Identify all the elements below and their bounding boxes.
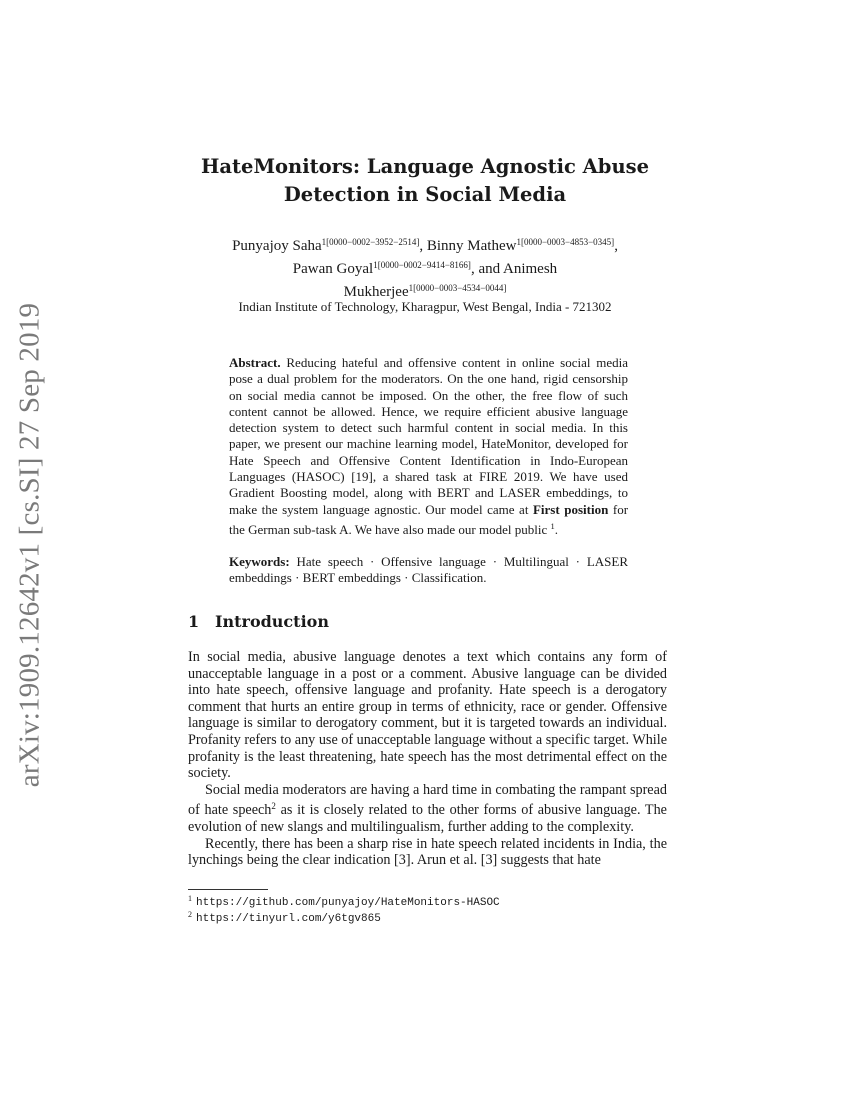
abstract-text: Reducing hateful and offensive content in online social media pose a dual problem for the moderators. On the one hand, rigid censorship on social media cannot be imposed. On the other, the free flow of such content cannot be allowed. Hence, we require efficient abusive language detection system to detect such harmful content in social media. In this paper, we present our machine learning model, HateMonitor, developed for Hate Speech and Offensive Content Identification in Indo-European Languages (HASOC) [19], a shared task at FIRE 2019. We have used Gradient Boosting model, along with BERT and LASER embeddings, to make the system language agnostic. Our model came at <box>229 355 628 517</box>
section-title: Introduction <box>215 612 329 631</box>
abstract-end: . <box>554 521 558 537</box>
arxiv-identifier: arXiv:1909.12642v1 [cs.SI] 27 Sep 2019 <box>13 302 46 788</box>
title-line-1: HateMonitors: Language Agnostic Abuse <box>200 155 650 178</box>
author-name: Pawan Goyal <box>292 261 374 277</box>
body-text <box>188 649 667 869</box>
paragraph: Recently, there has been a sharp rise in hate speech related incidents in India, the lynchings being the clear indication [3]. Arun et al. [3] suggests that hate <box>188 835 667 869</box>
author-orcid: 1[0000−0003−4853−0345] <box>516 237 615 247</box>
section-number: 1 <box>188 612 200 631</box>
author-name: Mukherjee <box>343 284 409 300</box>
section-heading <box>188 612 329 631</box>
footnote-mark: 2 <box>188 910 192 919</box>
author-list <box>150 233 700 302</box>
author-line-1: Punyajoy Saha$^{1[0000-0002-3952-2514]}$, Binny Mathew$^{1[0000-0003-4853-0345]}$, <box>232 237 618 254</box>
abstract-bold-phrase: First position <box>532 501 609 517</box>
paragraph-text: Social media moderators are having a hard time in combating the rampant spread of hate speech <box>188 781 667 819</box>
footnote-link[interactable]: https://tinyurl.com/y6tgv865 <box>196 913 381 925</box>
author-name: Binny Mathew <box>426 238 517 254</box>
author-line-2 <box>150 256 700 279</box>
keywords <box>229 554 628 587</box>
abstract-label: Abstract. <box>229 355 281 370</box>
keywords-text: Hate speech · Offensive language · Multilingual · LASER embeddings · BERT embeddings · Classification. <box>229 554 628 586</box>
abstract-text-cont: for the German sub-task A. We have also made our model public <box>229 501 629 537</box>
author-orcid: 1[0000−0002−3952−2514] <box>321 237 420 247</box>
title-line-2: Detection in Social Media <box>283 183 567 206</box>
paragraph <box>188 782 667 836</box>
paragraph: In social media, abusive language denotes a text which contains any form of unacceptable language in a post or a comment. Abusive language can be divided into hate speech, offensive language and profanity. Hate speech is a derogatory comment that hurts an entire group in terms of ethnicity, race or gender. Offensive language is similar to derogatory comment, but it is targeted towards an individual. Profanity refers to any use of unacceptable language without a specific target. While profanity is the least threatening, hate speech has the most detrimental effect on the society. <box>188 649 667 782</box>
footnote-rule <box>188 889 268 890</box>
author-orcid: 1[0000−0002−9414−8166] <box>373 260 471 270</box>
abstract <box>229 355 628 538</box>
footnote <box>188 894 667 909</box>
footnote-link[interactable]: https://github.com/punyajoy/HateMonitors-HASOC <box>196 897 500 909</box>
affiliation: Indian Institute of Technology, Kharagpur, West Bengal, India - 721302 <box>238 299 612 314</box>
author-orcid: 1[0000−0003−4534−0044] <box>408 283 507 293</box>
paper-title <box>140 153 710 209</box>
footnote-ref: 1 <box>550 520 555 531</box>
footnote-mark: 1 <box>188 894 192 903</box>
footnote-ref: 2 <box>271 801 276 812</box>
author-conjunction: , and Animesh <box>470 261 558 277</box>
paragraph-text-cont: as it is closely related to the other forms of abusive language. The evolution of new slangs and multilingualism, further adding to the complexity. <box>188 802 667 835</box>
author-name: Punyajoy Saha <box>232 238 322 254</box>
footnote <box>188 910 667 925</box>
arxiv-sidebar <box>8 302 52 788</box>
keywords-label: Keywords: <box>229 554 290 569</box>
